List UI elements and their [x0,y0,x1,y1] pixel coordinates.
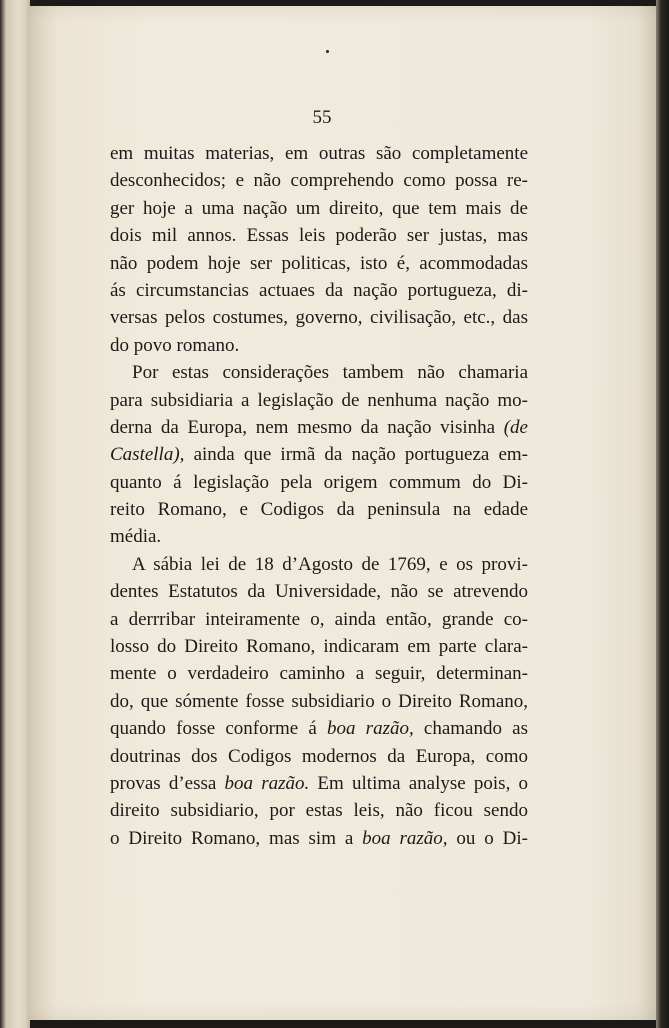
text-line: direito subsidiario, por estas leis, não ficou sendo [110,800,528,822]
text-line: desconhecidos; e não comprehendo como possa re- [110,170,528,192]
text-line: ger hoje a uma nação um direito, que tem mais de [110,197,528,219]
text-line: derna da Europa, nem mesmo da nação visinha (de [110,416,528,438]
text-line: provas d’essa boa razão. Em ultima analyse pois, o [110,772,529,794]
text-line: do povo romano. [110,334,240,356]
page-text-block [110,100,528,852]
text-line: reito Romano, e Codigos da peninsula na edade [110,499,528,521]
text-line: losso do Direito Romano, indicaram em parte clara- [110,636,528,658]
ink-speck [326,50,329,53]
text-line: Castella), ainda que irmã da nação portugueza em- [110,444,528,466]
text-line: mente o verdadeiro caminho a seguir, determinan- [110,663,528,685]
text-line: dois mil annos. Essas leis poderão ser justas, mas [110,225,528,247]
text-line: o Direito Romano, mas sim a boa razão, ou o Di- [110,827,528,849]
left-page-edge [0,0,30,1028]
italic-text: boa razão, [326,718,414,740]
text-line: do, que sómente fosse subsidiario o Direito Romano, [110,690,528,712]
paragraph-first-line: A sábia lei de 18 d’Agosto de 1769, e os provi- [132,553,528,575]
text-line: a derrribar inteiramente o, ainda então, grande co- [110,608,528,630]
text-line: não podem hoje ser politicas, isto é, acommodadas [110,252,528,274]
text-line: média. [110,526,162,548]
text-line: ás circumstancias actuaes da nação portugueza, di- [110,279,528,301]
text-line: dentes Estatutos da Universidade, não se atrevendo [110,581,528,603]
italic-text: Castella), [110,444,185,466]
text-line: para subsidiaria a legislação de nenhuma nação mo- [110,389,528,411]
text-line: quando fosse conforme á boa razão, chamando as [110,718,529,740]
text-line: em muitas materias, em outras são completamente [110,143,528,164]
italic-text: (de [503,416,528,438]
italic-text: boa razão. [224,772,310,794]
paragraph-first-line: Por estas considerações tambem não chamaria [132,362,528,384]
text-line: versas pelos costumes, governo, civilisação, etc., das [110,307,528,329]
right-page-edge [656,0,669,1028]
italic-text: boa razão, [362,827,448,849]
page-number: 55 [312,107,332,128]
text-line: doutrinas dos Codigos modernos da Europa, como [110,745,528,767]
text-line: quanto á legislação pela origem commum do Di- [110,471,528,493]
